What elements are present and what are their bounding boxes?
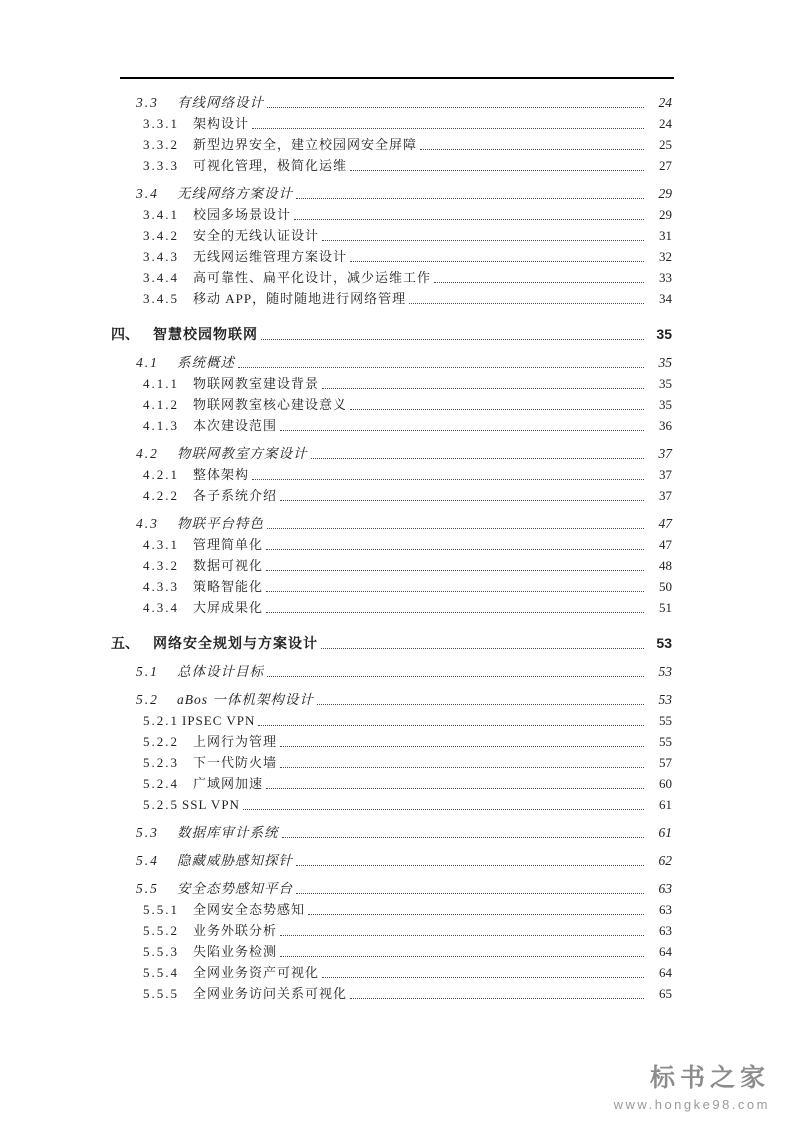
toc-entry[interactable] [111, 897, 672, 918]
dot-leader [280, 500, 644, 501]
dot-leader [296, 893, 644, 894]
toc-entry[interactable] [111, 631, 672, 652]
toc-entry-number: 4.2.2 [143, 488, 179, 503]
toc-entry-number: 3.4.1 [143, 207, 179, 222]
dot-leader [266, 591, 644, 592]
toc-entry-page: 29 [659, 207, 672, 222]
toc-entry-title: 整体架构 [193, 467, 250, 482]
dot-leader [252, 128, 644, 129]
dot-leader [311, 458, 645, 459]
toc-entry[interactable] [111, 553, 672, 574]
toc-entry[interactable] [111, 286, 672, 307]
toc-entry-page: 29 [658, 186, 672, 201]
toc-entry-number: 4.3.4 [143, 600, 179, 615]
dot-leader [294, 219, 644, 220]
header-rule [120, 77, 674, 79]
toc-entry[interactable] [111, 413, 672, 434]
dot-leader [266, 788, 644, 789]
dot-leader [322, 388, 644, 389]
toc-entry-title: 全网业务访问关系可视化 [193, 986, 348, 1001]
toc-entry-number: 5.5 [136, 881, 159, 896]
toc-entry-page: 64 [659, 944, 672, 959]
toc-entry-number: 4.1.3 [143, 418, 179, 433]
toc-entry[interactable] [111, 792, 672, 813]
toc-entry-title: 本次建设范围 [193, 418, 278, 433]
toc-entry[interactable] [111, 392, 672, 413]
dot-leader [266, 612, 644, 613]
toc-entry-title: 策略智能化 [193, 579, 264, 594]
toc-entry-page: 63 [659, 902, 672, 917]
toc-entry-title: 上网行为管理 [193, 734, 278, 749]
toc-entry-title: 智慧校园物联网 [153, 326, 258, 342]
toc-entry-page: 35 [658, 355, 672, 370]
toc-entry-page: 53 [658, 664, 672, 679]
toc-entry[interactable] [111, 153, 672, 174]
toc-entry-page: 33 [659, 270, 672, 285]
toc-entry-title: 校园多场景设计 [193, 207, 292, 222]
dot-leader [322, 977, 644, 978]
toc-entry[interactable] [111, 132, 672, 153]
dot-leader [252, 479, 644, 480]
dot-leader [350, 409, 644, 410]
toc-entry-title: 数据库审计系统 [177, 825, 279, 840]
toc-list [111, 90, 672, 1002]
toc-entry-number: 5.2.3 [143, 755, 179, 770]
toc-entry[interactable] [111, 511, 672, 532]
toc-entry[interactable] [111, 371, 672, 392]
toc-entry-number: 3.4.5 [143, 291, 179, 306]
toc-entry-number: 4.3 [136, 516, 159, 531]
dot-leader [434, 282, 644, 283]
toc-entry-title: 广域网加速 [193, 776, 264, 791]
toc-entry-page: 65 [659, 986, 672, 1001]
toc-entry-page: 64 [659, 965, 672, 980]
toc-entry-number: 5.2.2 [143, 734, 179, 749]
toc-entry-page: 36 [659, 418, 672, 433]
dot-leader [308, 914, 644, 915]
toc-entry-title: 隐藏威胁感知探针 [177, 853, 293, 868]
toc-entry-title: 高可靠性、扁平化设计，减少运维工作 [193, 270, 432, 285]
toc-entry[interactable] [111, 771, 672, 792]
toc-entry[interactable] [111, 708, 672, 729]
dot-leader [243, 809, 644, 810]
dot-leader [409, 303, 644, 304]
dot-leader [350, 998, 644, 999]
toc-entry-title: IPSEC VPN [182, 713, 256, 728]
toc-entry-page: 37 [659, 488, 672, 503]
dot-leader [266, 570, 644, 571]
toc-entry[interactable] [111, 876, 672, 897]
toc-entry-title: 全网业务资产可视化 [193, 965, 320, 980]
toc-entry-number: 3.3.1 [143, 116, 179, 131]
toc-entry-page: 63 [658, 881, 672, 896]
dot-leader [350, 170, 644, 171]
toc-entry-title: 可视化管理，极简化运维 [193, 158, 348, 173]
toc-entry-title: 有线网络设计 [177, 95, 264, 110]
toc-entry-number: 5.2 [136, 692, 159, 707]
toc-entry-number: 3.3 [136, 95, 159, 110]
toc-entry[interactable] [111, 244, 672, 265]
toc-entry-title: 物联网教室核心建设意义 [193, 397, 348, 412]
toc-entry[interactable] [111, 462, 672, 483]
toc-entry-page: 61 [658, 825, 672, 840]
toc-entry-number: 4.1 [136, 355, 159, 370]
toc-entry-number: 4.1.2 [143, 397, 179, 412]
toc-entry-number: 5.2.4 [143, 776, 179, 791]
toc-entry-page: 53 [658, 692, 672, 707]
toc-entry-number: 3.4.3 [143, 249, 179, 264]
toc-entry-page: 55 [659, 713, 672, 728]
toc-entry-page: 48 [659, 558, 672, 573]
toc-entry-number: 5.1 [136, 664, 159, 679]
toc-entry-title: 无线网络方案设计 [177, 186, 293, 201]
dot-leader [238, 367, 644, 368]
toc-entry-page: 55 [659, 734, 672, 749]
toc-entry[interactable] [111, 750, 672, 771]
toc-entry-number: 五、 [111, 635, 139, 651]
dot-leader [280, 746, 644, 747]
toc-entry-page: 27 [659, 158, 672, 173]
toc-entry-title: 各子系统介绍 [193, 488, 278, 503]
toc-entry-page: 60 [659, 776, 672, 791]
dot-leader [267, 528, 644, 529]
dot-leader [258, 725, 644, 726]
toc-entry-title: 无线网运维管理方案设计 [193, 249, 348, 264]
toc-entry-number: 5.2.1 [143, 713, 179, 728]
dot-leader [267, 676, 644, 677]
toc-entry-page: 63 [659, 923, 672, 938]
dot-leader [317, 704, 644, 705]
toc-entry-page: 37 [659, 467, 672, 482]
watermark-brand: 标书之家 [649, 1064, 770, 1092]
toc-entry-title: 新型边界安全，建立校园网安全屏障 [193, 137, 418, 152]
toc-entry-number: 5.5.3 [143, 944, 179, 959]
toc-entry-page: 24 [659, 116, 672, 131]
toc-entry-number: 5.2.5 [143, 797, 179, 812]
toc-entry[interactable] [111, 729, 672, 750]
toc-entry-title: 安全的无线认证设计 [193, 228, 320, 243]
toc-entry-number: 3.4 [136, 186, 159, 201]
toc-entry-page: 37 [658, 446, 672, 461]
dot-leader [280, 430, 644, 431]
toc-entry[interactable] [111, 981, 672, 1002]
toc-entry[interactable] [111, 532, 672, 553]
toc-entry-number: 3.3.2 [143, 137, 179, 152]
toc-entry-number: 4.1.1 [143, 376, 179, 391]
toc-entry[interactable] [111, 918, 672, 939]
toc-entry-page: 32 [659, 249, 672, 264]
toc-entry-title: 物联网教室建设背景 [193, 376, 320, 391]
toc-entry[interactable] [111, 441, 672, 462]
toc-entry[interactable] [111, 687, 672, 708]
toc-entry-title: 下一代防火墙 [193, 755, 278, 770]
dot-leader [266, 549, 644, 550]
toc-entry[interactable] [111, 595, 672, 616]
toc-entry[interactable] [111, 181, 672, 202]
toc-entry-page: 34 [659, 291, 672, 306]
toc-entry-title: 业务外联分析 [193, 923, 278, 938]
toc-entry-page: 47 [658, 516, 672, 531]
toc-entry-title: SSL VPN [182, 797, 240, 812]
toc-entry-number: 四、 [111, 326, 139, 342]
toc-entry-page: 35 [659, 376, 672, 391]
toc-entry-number: 5.5.4 [143, 965, 179, 980]
toc-entry-title: 失陷业务检测 [193, 944, 278, 959]
dot-leader [282, 837, 645, 838]
toc-entry-number: 5.5.2 [143, 923, 179, 938]
toc-entry-page: 35 [656, 326, 672, 342]
dot-leader [350, 261, 644, 262]
dot-leader [321, 648, 644, 649]
toc-entry-title: 全网安全态势感知 [193, 902, 306, 917]
toc-entry-title: 数据可视化 [193, 558, 264, 573]
toc-entry-page: 31 [659, 228, 672, 243]
dot-leader [296, 865, 644, 866]
toc-entry[interactable] [111, 848, 672, 869]
toc-entry-title: 物联平台特色 [177, 516, 264, 531]
toc-entry-number: 3.3.3 [143, 158, 179, 173]
toc-entry-number: 5.4 [136, 853, 159, 868]
toc-entry-number: 3.4.4 [143, 270, 179, 285]
toc-entry-page: 62 [658, 853, 672, 868]
toc-entry-number: 4.3.3 [143, 579, 179, 594]
toc-entry-number: 5.5.5 [143, 986, 179, 1001]
toc-entry-page: 24 [658, 95, 672, 110]
toc-entry[interactable] [111, 483, 672, 504]
toc-entry[interactable] [111, 939, 672, 960]
toc-entry-page: 25 [659, 137, 672, 152]
toc-entry-page: 61 [659, 797, 672, 812]
dot-leader [296, 198, 644, 199]
dot-leader [280, 767, 644, 768]
dot-leader [280, 935, 644, 936]
toc-entry[interactable] [111, 820, 672, 841]
toc-entry[interactable] [111, 202, 672, 223]
dot-leader [280, 956, 644, 957]
watermark [614, 1058, 770, 1112]
dot-leader [261, 339, 644, 340]
toc-entry[interactable] [111, 960, 672, 981]
watermark-url: www.hongke98.com [613, 1097, 770, 1112]
toc-entry-title: 系统概述 [177, 355, 235, 370]
toc-entry-title: 物联网教室方案设计 [177, 446, 308, 461]
toc-entry-title: 移动 APP，随时随地进行网络管理 [193, 291, 407, 306]
toc-entry[interactable] [111, 90, 672, 111]
toc-entry[interactable] [111, 659, 672, 680]
toc-entry-title: 网络安全规划与方案设计 [153, 635, 318, 651]
toc-entry-title: 总体设计目标 [177, 664, 264, 679]
toc-entry-number: 4.3.2 [143, 558, 179, 573]
toc-entry-page: 53 [656, 635, 672, 651]
toc-entry-number: 4.2.1 [143, 467, 179, 482]
toc-entry-title: aBos 一体机架构设计 [177, 692, 314, 707]
dot-leader [420, 149, 644, 150]
toc-entry-number: 4.3.1 [143, 537, 179, 552]
toc-entry[interactable] [111, 350, 672, 371]
toc-entry-page: 51 [659, 600, 672, 615]
toc-entry-page: 50 [659, 579, 672, 594]
toc-entry-title: 安全态势感知平台 [177, 881, 293, 896]
toc-entry-page: 57 [659, 755, 672, 770]
toc-entry-number: 5.5.1 [143, 902, 179, 917]
toc-entry[interactable] [111, 322, 672, 343]
toc-entry-title: 管理简单化 [193, 537, 264, 552]
toc-entry-number: 5.3 [136, 825, 159, 840]
toc-entry[interactable] [111, 111, 672, 132]
toc-entry[interactable] [111, 223, 672, 244]
toc-entry-number: 3.4.2 [143, 228, 179, 243]
toc-entry-title: 大屏成果化 [193, 600, 264, 615]
toc-entry-title: 架构设计 [193, 116, 250, 131]
toc-entry[interactable] [111, 574, 672, 595]
toc-entry-number: 4.2 [136, 446, 159, 461]
toc-entry[interactable] [111, 265, 672, 286]
dot-leader [267, 107, 644, 108]
toc-entry-page: 35 [659, 397, 672, 412]
toc-entry-page: 47 [659, 537, 672, 552]
dot-leader [322, 240, 644, 241]
